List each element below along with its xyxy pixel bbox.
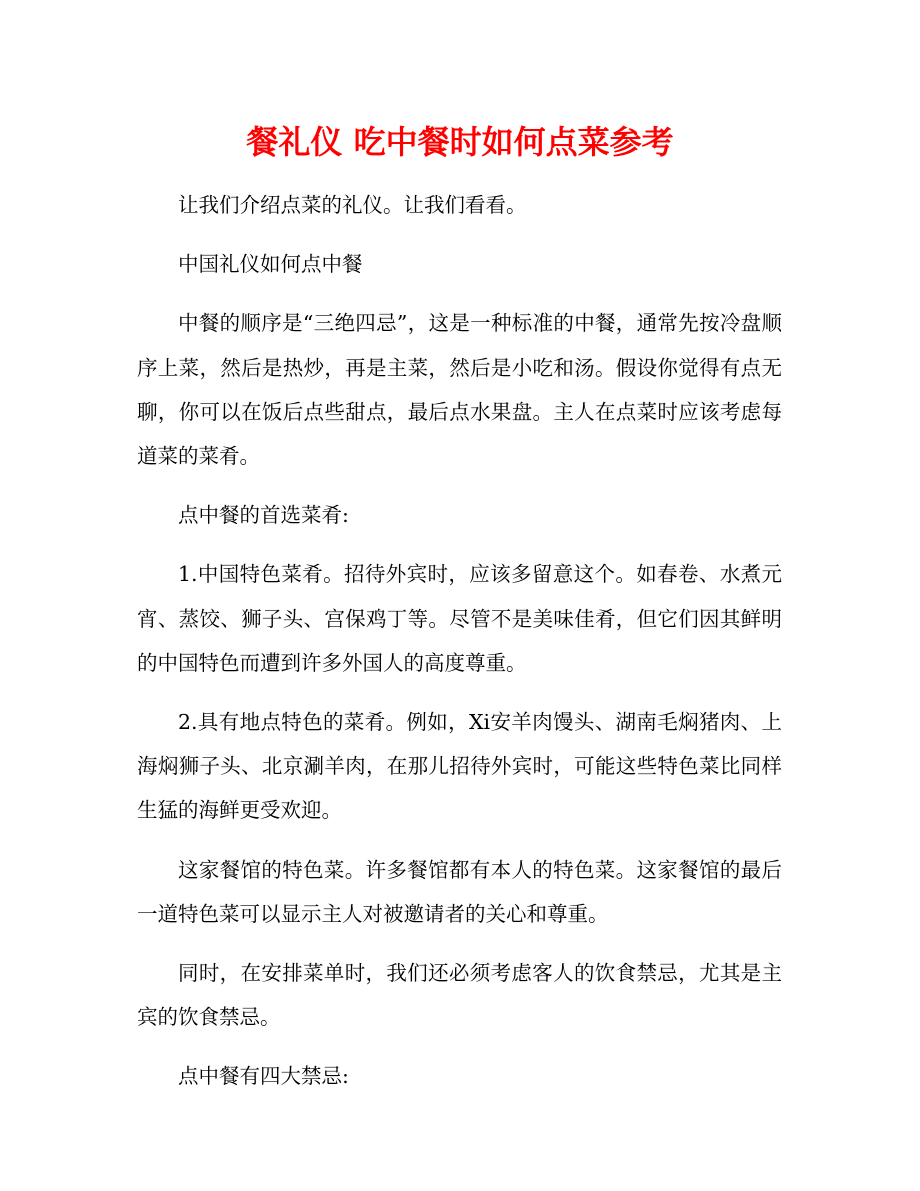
document-title: 餐礼仪 吃中餐时如何点菜参考 [246,123,674,161]
paragraph-order-sequence: 中餐的顺序是“三绝四忌”，这是一种标准的中餐，通常先按冷盘顺序上菜，然后是热炒，再是主菜，然后是小吃和汤。假设你觉得有点无聊，你可以在饭后点些甜点，最后点水果盘。主人在点菜时应该考虑每道菜的菜肴。 [137,311,782,469]
paragraph-preferred-dishes-heading: 点中餐的首选菜肴: [178,503,349,528]
paragraph-heading-how-to-order: 中国礼仪如何点中餐 [178,252,363,277]
paragraph-intro: 让我们介绍点菜的礼仪。让我们看看。 [178,193,527,217]
paragraph-dietary-taboos: 同时，在安排菜单时，我们还必须考虑客人的饮食禁忌，尤其是主宾的饮食禁忌。 [137,961,782,1030]
paragraph-four-taboos-heading: 点中餐有四大禁忌: [178,1064,349,1089]
paragraph-item-1: 1.中国特色菜肴。招待外宾时，应该多留意这个。如春卷、水煮元宵、蒸饺、狮子头、宫保鸡丁等。尽管不是美味佳肴，但它们因其鲜明的中国特色而遭到许多外国人的高度尊重。 [137,562,782,675]
paragraph-house-specialty: 这家餐馆的特色菜。许多餐馆都有本人的特色菜。这家餐馆的最后一道特色菜可以显示主人对被邀请者的关心和尊重。 [137,857,782,926]
document-body [137,183,782,1114]
paragraph-item-2: 2.具有地点特色的菜肴。例如，Xi安羊肉馒头、湖南毛焖猪肉、上海焖狮子头、北京涮羊肉，在那儿招待外宾时，可能这些特色菜比同样生猛的海鲜更受欢迎。 [137,710,782,823]
